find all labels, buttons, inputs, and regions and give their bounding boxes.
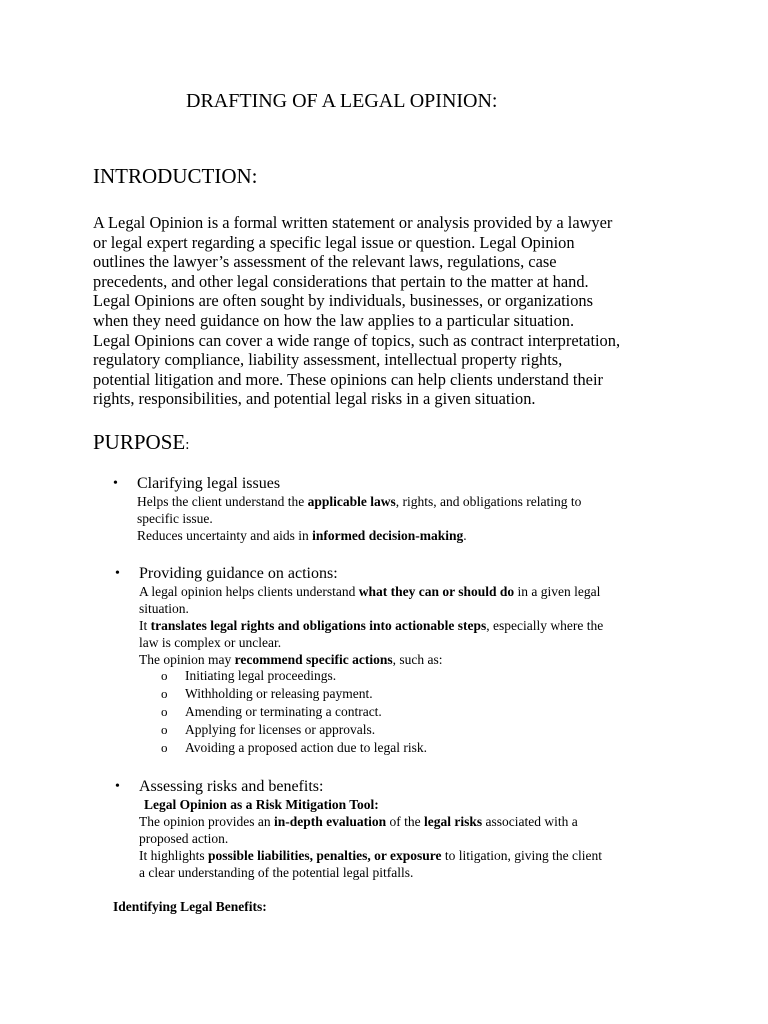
text-line: law is complex or unclear. [139,635,282,650]
circle-bullet-icon: o [161,704,168,719]
list-item [161,685,427,703]
recommended-actions-list [161,667,427,757]
bullet-guidance-title: Providing guidance on actions: [139,565,338,582]
list-item [161,667,427,685]
text-run: A legal opinion helps clients understand [139,584,359,599]
bold-run: what they can or should do [358,584,515,599]
bold-run: possible liabilities, penalties, or exposure [208,848,442,863]
intro-line: outlines the lawyer’s assessment of the relevant laws, regulations, case [93,252,557,272]
bold-run: applicable laws [307,494,396,509]
text-line: specific issue. [137,511,213,526]
bold-run: in-depth evaluation [273,814,387,829]
circle-bullet-icon: o [161,668,168,683]
text-run: . [463,528,467,543]
document-title: DRAFTING OF A LEGAL OPINION: [186,90,498,112]
intro-line: potential litigation and more. These opinions can help clients understand their [93,369,603,389]
text-run: The opinion provides an [139,814,274,829]
text-run: The opinion may [139,652,235,667]
text-run: , such as: [392,652,443,667]
text-run: in a given legal [514,584,601,599]
list-item-text: Avoiding a proposed action due to legal risk. [185,740,427,755]
bold-run: translates legal rights and obligations into actionable steps [150,618,487,633]
text-line: proposed action. [139,831,229,846]
circle-bullet-icon: o [161,722,168,737]
purpose-heading [93,430,189,457]
list-item [161,721,427,739]
bold-run: Identifying Legal Benefits: [113,899,267,914]
text-line: a clear understanding of the potential legal pitfalls. [139,865,414,880]
text-run: Helps the client understand the [137,494,308,509]
text-run: , especially where the [486,618,604,633]
text-run: , rights, and obligations relating to [395,494,582,509]
list-item-text: Initiating legal proceedings. [185,668,337,683]
intro-line: when they need guidance on how the law applies to a particular situation. [93,310,575,330]
text-run: Reduces uncertainty and aids in [137,528,313,543]
bullet-icon: • [115,779,120,794]
intro-line: Legal Opinions can cover a wide range of topics, such as contract interpretation, [93,330,621,350]
introduction-paragraph [93,213,693,409]
purpose-heading-text: PURPOSE [93,430,186,454]
intro-line: rights, responsibilities, and potential legal risks in a given situation. [93,389,536,409]
text-run: of the [386,814,425,829]
text-run: to litigation, giving the client [441,848,603,863]
bullet-clarifying-body [137,493,581,544]
bullet-clarifying-title: Clarifying legal issues [137,475,281,492]
text-run: It highlights [139,848,209,863]
intro-line: Legal Opinions are often sought by individuals, businesses, or organizations [93,291,593,311]
text-line: situation. [139,601,189,616]
bold-run: legal risks [424,814,483,829]
text-run: It [139,618,151,633]
bullet-risks-title: Assessing risks and benefits: [139,778,324,795]
list-item-text: Amending or terminating a contract. [185,704,382,719]
intro-line: precedents, and other legal considerations that pertain to the matter at hand. [93,271,589,291]
bullet-guidance-body [139,583,603,668]
bold-run: Legal Opinion as a Risk Mitigation Tool: [144,797,379,812]
bullet-icon: • [115,566,120,581]
intro-line: or legal expert regarding a specific legal issue or question. Legal Opinion [93,232,575,252]
list-item [161,739,427,757]
risk-mitigation-subheading [144,796,379,813]
circle-bullet-icon: o [161,686,168,701]
list-item-text: Applying for licenses or approvals. [185,722,376,737]
list-item-text: Withholding or releasing payment. [185,686,373,701]
introduction-heading: INTRODUCTION: [93,164,258,188]
identifying-benefits-heading [113,898,267,915]
bullet-risks-body [139,813,602,881]
circle-bullet-icon: o [161,740,168,755]
list-item [161,703,427,721]
bold-run: informed decision-making [312,528,464,543]
intro-line: A Legal Opinion is a formal written statement or analysis provided by a lawyer [93,213,613,232]
bullet-icon: • [113,476,118,491]
text-run: associated with a [482,814,578,829]
purpose-heading-colon: : [185,437,190,453]
bold-run: recommend specific actions [234,652,393,667]
intro-line: regulatory compliance, liability assessment, intellectual property rights, [93,350,563,370]
